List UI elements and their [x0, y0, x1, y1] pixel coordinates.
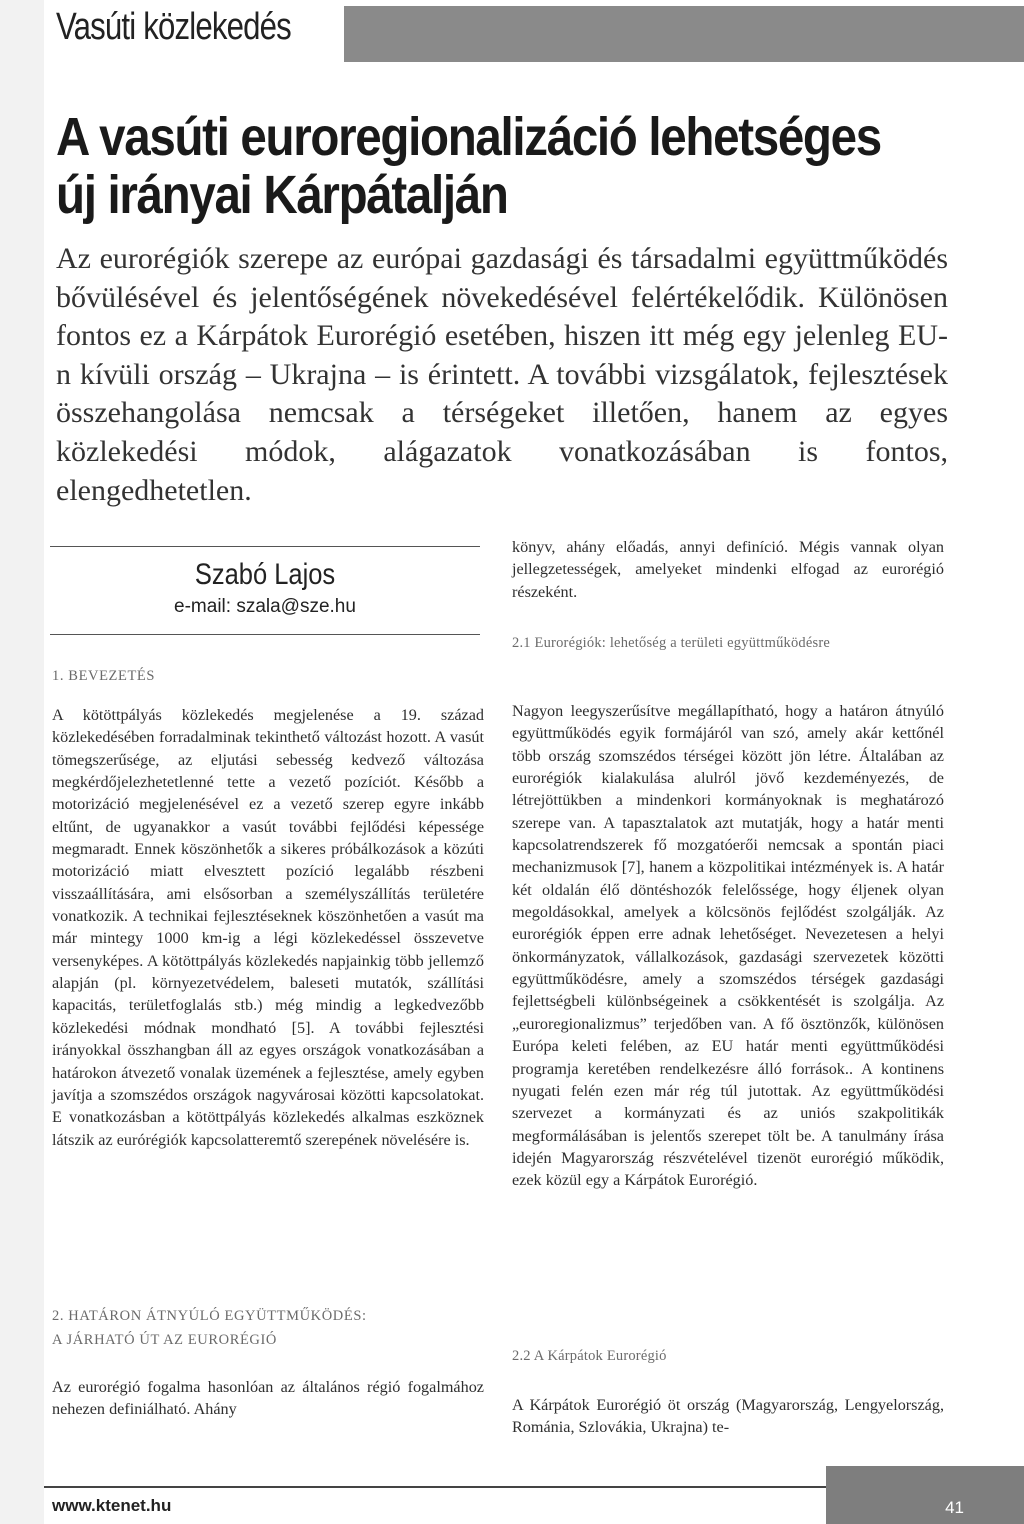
author-email: e-mail: szala@sze.hu — [174, 596, 356, 617]
section-label: Vasúti közlekedés — [56, 6, 291, 48]
heading-introduction: 1. BEVEZETÉS — [52, 668, 156, 684]
paragraph-euroregion-definition: Az eurorégió fogalma hasonlóan az általános régió fogalmához nehezen definiálható. Ahány — [52, 1378, 484, 1419]
page-number-box — [826, 1466, 1024, 1524]
heading-2-2: 2.2 A Kárpátok Eurorégió — [512, 1348, 667, 1364]
author-rule-bottom — [50, 634, 480, 635]
heading-cross-border-line-2: A JÁRHATÓ ÚT AZ EURORÉGIÓ — [52, 1332, 277, 1348]
paragraph-introduction: A kötöttpályás közlekedés megjelenése a 19. század közlekedésében forradalminak tekinthető változást hozott. A vasút tömegszerűsége, az eljutási sebesség kedvező változása megkérdőjelezhetetlenné tette a vezető pozíciót. Később a motorizáció megjelenésével ez a vezető szerep egyre inkább eltűnt, de ugyanakkor a vasút további fejlődési képessége megmaradt. Ennek köszönhetők a sikeres próbálkozások a közúti motorizáció miatt elvesztett pozíció legalább részbeni visszaállítására, ami elsősorban a személyszállítás területére vonatkozik. A technikai fejlesztéseknek köszönhetően a vasút ma már mintegy 1000 km-ig a légi közlekedéssel összevetve versenyképes. A kötöttpályás közlekedés napjainkig több jellemző alapján (pl. környezetvédelem, baleseti mutatók, szállítási kapacitás, területfoglalás stb.) még mindig a legkedvezőbb közlekedési módnak mondható [5]. A további fejlesztési irányokkal összhangban áll az egyes országok vonatkozásában a határokon átvezető vonalak üzemének a fejlesztése, amely egyben javítja a szomszédos országok nagyvárosai közötti kapcsolatokat. E vonatkozásban a kötöttpályás közlekedés alkalmas eszköznek látszik az eurórégiók kapcsolatteremtő szerepének növelésére is. — [52, 706, 484, 1149]
paragraph-definition-continued: könyv, ahány előadás, annyi definíció. Mégis vannak olyan jellegzetességek, amelyeket mindenki elfogad az eurorégió részeként. — [512, 538, 944, 601]
heading-cross-border — [52, 1304, 367, 1352]
article-title — [56, 108, 892, 224]
title-line-1: A vasúti euroregionalizáció lehetséges — [56, 107, 881, 167]
banner-bar — [344, 6, 1024, 62]
lead-paragraph: Az eurorégiók szerepe az európai gazdasági és társadalmi együttműködés bővülésével és jelentőségének növekedésével felértékelődik. Különösen fontos ez a Kárpátok Eurorégió esetében, hiszen itt még egy jelenleg EU-n kívüli ország – Ukrajna – is érintett. A további vizsgálatok, fejlesztések összehangolása nemcsak a térségeket illetően, hanem az egyes közlekedési módok, alágazatok vonatkozásában is fontos, elengedhetetlen. — [56, 242, 948, 507]
heading-2-1: 2.1 Eurorégiók: lehetőség a területi együttműködésre — [512, 635, 831, 651]
paragraph-euroregion-opportunity: Nagyon leegyszerűsítve megállapítható, hogy a határon átnyúló együttműködés egyik formájáról van szó, amely akár kettőnél több ország szomszédos térségei között jön létre. Általában az eurorégiók kialakulása alulról jövő kezdeményezés, de létrejöttükben a mindenkori kormányoknak is meghatározó szerepe van. A tapasztalatok azt mutatják, hogy a határ menti kapcsolatrendszerek fő mozgatóerői nemcsak a spontán piaci mechanizmusok [7], hanem a közpolitikai intézmények is. A határ két oldalán élő döntéshozók felelőssége, hogy éljenek olyan megoldásokkal, amelyek a kölcsönös fejlődést szolgálják. Az eurorégiók éppen erre adnak lehetőséget. Nevezetesen a helyi önkormányzatok, vállalkozások, gazdasági szervezetek közötti együttműködésre, amely a szomszédos térségek gazdasági fejlettségbeli különbségeinek a csökkentését is szolgálja. Az „euroregionalizmus” terjedőben van. A fő ösztönzők, különösen Európa keleti felében, az EU határ menti együttműködési programja keretében rendelkezésre álló források.. A kontinens nyugati felén ezen már rég túl jutottak. Az együttműködési szervezet a kormányzati és az uniós szakpolitikák megformálásában is jelentős szerepet tölt be. A tanulmány írása idején Magyarország részvételével tizenöt eurorégió működik, ezek közül egy a Kárpátok Eurorégió. — [512, 702, 944, 1190]
page-number: 41 — [945, 1498, 964, 1517]
title-line-2: új irányai Kárpátalján — [56, 165, 508, 225]
paragraph-carpathian-euroregion: A Kárpátok Eurorégió öt ország (Magyarország, Lengyelország, Románia, Szlovákia, Ukrajna) te- — [512, 1396, 944, 1437]
heading-cross-border-line-1: 2. HATÁRON ÁTNYÚLÓ EGYÜTTMŰKÖDÉS: — [52, 1308, 367, 1324]
section-banner — [44, 0, 1024, 66]
author-rule-top — [50, 546, 480, 547]
footer-url: www.ktenet.hu — [52, 1496, 172, 1515]
author-name: Szabó Lajos — [194, 558, 336, 591]
page-margin-strip — [0, 0, 44, 1524]
